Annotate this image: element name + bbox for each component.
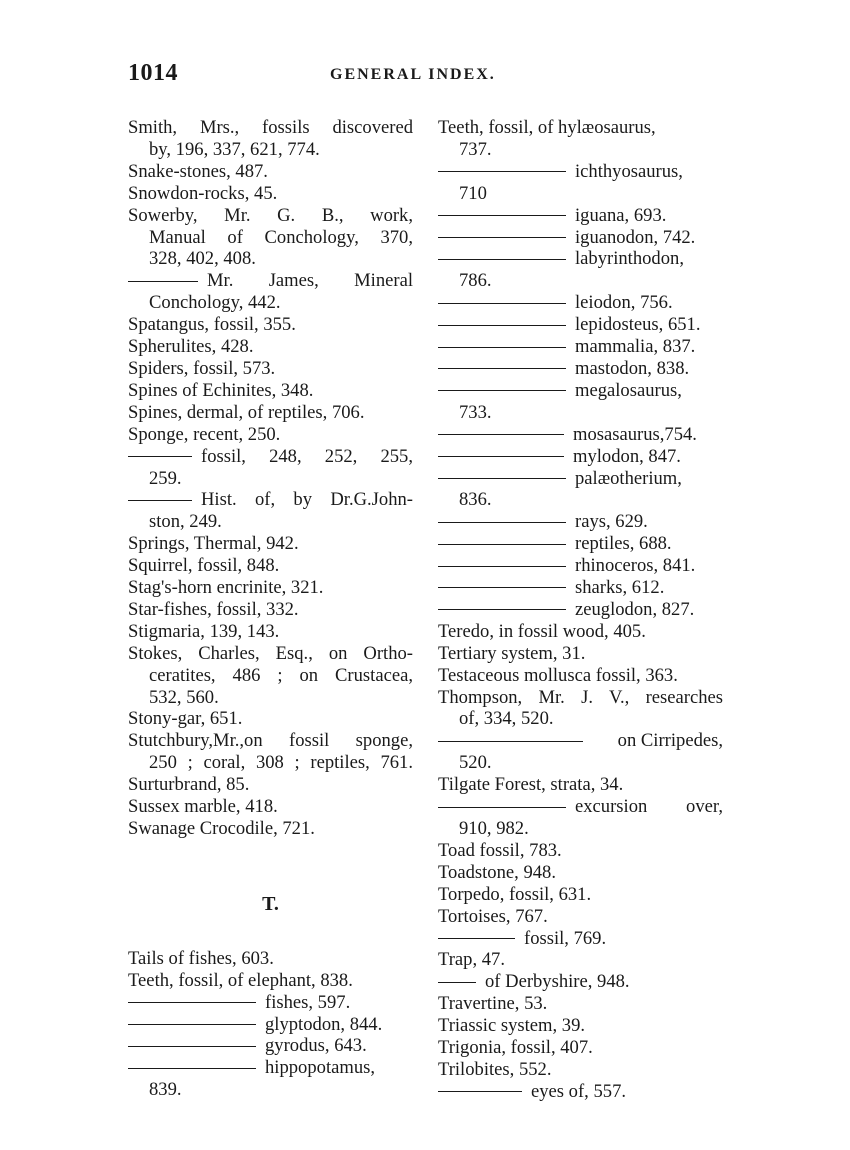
index-entry: Testaceous mollusca fossil, 363. xyxy=(438,664,678,686)
ditto-rule xyxy=(438,566,566,567)
ditto-rule xyxy=(438,347,566,348)
ditto-rule xyxy=(438,456,564,457)
index-entry-continuation: 733. xyxy=(459,401,492,423)
ditto-rule xyxy=(438,609,566,610)
index-entry: Toad fossil, 783. xyxy=(438,839,562,861)
index-subentry xyxy=(438,205,723,227)
subentry-text: gyrodus, 643. xyxy=(265,1035,367,1057)
index-subentry xyxy=(438,599,723,621)
index-entry: Sponge, recent, 250. xyxy=(128,423,281,445)
index-subentry xyxy=(438,161,723,183)
ditto-rule xyxy=(438,1091,522,1092)
index-entry: Torpedo, fossil, 631. xyxy=(438,883,592,905)
index-entry-continuation: 710 xyxy=(459,182,487,204)
index-entry: Stigmaria, 139, 143. xyxy=(128,620,280,642)
ditto-rule xyxy=(438,325,566,326)
index-entry-continuation: 520. xyxy=(459,752,492,774)
index-entry: Spines, dermal, of reptiles, 706. xyxy=(128,401,365,423)
index-entry-continuation: 836. xyxy=(459,489,492,511)
subentry-text: mammalia, 837. xyxy=(575,336,696,358)
subentry-text: mastodon, 838. xyxy=(575,357,690,379)
index-entry: Spiders, fossil, 573. xyxy=(128,357,276,379)
index-entry: Sowerby, Mr. G. B., work, xyxy=(128,204,413,226)
ditto-rule xyxy=(128,1068,256,1069)
index-entry-continuation: 737. xyxy=(459,138,492,160)
index-subentry xyxy=(438,336,723,358)
subentry-text: iguanodon, 742. xyxy=(575,226,696,248)
subentry-text: rays, 629. xyxy=(575,511,648,533)
ditto-rule xyxy=(438,587,566,588)
index-entry: Teeth, fossil, of hylæosaurus, xyxy=(438,117,656,138)
index-entry: Surturbrand, 85. xyxy=(128,774,250,796)
index-entry: Star-fishes, fossil, 332. xyxy=(128,598,299,620)
index-subentry xyxy=(128,1057,413,1079)
ditto-rule xyxy=(438,171,566,172)
index-entry-continuation: 250 ; coral, 308 ; reptiles, 761. xyxy=(149,752,413,774)
index-subentry xyxy=(438,468,723,490)
index-entry: Stony-gar, 651. xyxy=(128,708,243,730)
ditto-rule xyxy=(128,1024,256,1025)
index-entry: Stag's-horn encrinite, 321. xyxy=(128,577,324,599)
index-entry: Spatangus, fossil, 355. xyxy=(128,314,296,336)
subentry-text: hippopotamus, xyxy=(265,1057,376,1079)
index-entry-continuation: 259. xyxy=(149,467,182,489)
index-entry: Tails of fishes, 603. xyxy=(128,947,274,969)
subentry-text: fossil, 248, 252, 255, xyxy=(201,445,413,467)
index-entry: Trigonia, fossil, 407. xyxy=(438,1037,593,1059)
subentry-text: sharks, 612. xyxy=(575,577,665,599)
subentry-text: mosasaurus,754. xyxy=(573,423,697,445)
subentry-text: rhinoceros, 841. xyxy=(575,555,696,577)
ditto-rule xyxy=(438,938,515,939)
index-entry-continuation: ceratites, 486 ; on Crustacea, xyxy=(149,664,413,686)
index-column-left xyxy=(128,117,413,1101)
index-entry: Thompson, Mr. J. V., researches xyxy=(438,686,723,708)
index-entry-continuation: 786. xyxy=(459,270,492,292)
index-entry: Tertiary system, 31. xyxy=(438,642,586,664)
section-heading: T. xyxy=(262,892,279,915)
index-subentry xyxy=(438,424,723,446)
index-subentry xyxy=(438,730,723,752)
subentry-text: fossil, 769. xyxy=(524,927,607,949)
index-entry: Trap, 47. xyxy=(438,949,505,971)
subentry-text: eyes of, 557. xyxy=(531,1080,627,1102)
ditto-rule xyxy=(438,303,566,304)
subentry-text: leiodon, 756. xyxy=(575,292,673,314)
index-entry: Squirrel, fossil, 848. xyxy=(128,555,280,577)
running-head: GENERAL INDEX. xyxy=(330,66,496,83)
ditto-rule xyxy=(128,1046,256,1047)
index-entry-continuation: 532, 560. xyxy=(149,686,219,708)
ditto-rule xyxy=(128,456,192,457)
subentry-text: megalosaurus, xyxy=(575,379,682,401)
ditto-rule xyxy=(438,522,566,523)
index-entry-continuation: 328, 402, 408. xyxy=(149,248,256,270)
index-entry-continuation: ston, 249. xyxy=(149,511,222,533)
index-subentry xyxy=(128,446,413,468)
index-subentry xyxy=(438,796,723,818)
index-entry: Stutchbury,Mr.,on fossil sponge, xyxy=(128,730,413,752)
index-entry: Teredo, in fossil wood, 405. xyxy=(438,620,646,642)
index-column-right xyxy=(438,117,723,1103)
subentry-text: palæotherium, xyxy=(575,467,682,489)
index-entry-continuation: of, 334, 520. xyxy=(459,708,554,730)
index-subentry xyxy=(438,292,723,314)
ditto-rule xyxy=(438,237,566,238)
index-entry: Triassic system, 39. xyxy=(438,1015,586,1037)
subentry-text: mylodon, 847. xyxy=(573,445,681,467)
subentry-text: reptiles, 688. xyxy=(575,533,672,555)
index-subentry xyxy=(438,555,723,577)
subentry-text: lepidosteus, 651. xyxy=(575,314,701,336)
index-entry: Travertine, 53. xyxy=(438,993,548,1015)
ditto-rule xyxy=(438,478,566,479)
page-number: 1014 xyxy=(128,60,178,86)
ditto-rule xyxy=(128,500,192,501)
ditto-rule xyxy=(438,215,566,216)
index-subentry xyxy=(438,928,723,950)
ditto-rule xyxy=(438,807,566,808)
subentry-text: fishes, 597. xyxy=(265,991,351,1013)
index-subentry xyxy=(438,314,723,336)
index-subentry xyxy=(128,992,413,1014)
subentry-text: on Cirripedes, xyxy=(617,730,723,752)
subentry-text: ichthyosaurus, xyxy=(575,160,683,182)
subentry-text: excursion over, xyxy=(575,796,723,818)
ditto-rule xyxy=(438,741,583,742)
index-subentry xyxy=(438,446,723,468)
index-subentry xyxy=(438,577,723,599)
index-entry-continuation: 839. xyxy=(149,1079,182,1101)
ditto-rule xyxy=(128,281,198,282)
index-entry: Springs, Thermal, 942. xyxy=(128,533,299,555)
subentry-text: labyrinthodon, xyxy=(575,248,684,270)
subentry-text: Mr. James, Mineral xyxy=(207,270,413,292)
ditto-rule xyxy=(438,259,566,260)
index-entry: Spherulites, 428. xyxy=(128,336,254,358)
ditto-rule xyxy=(438,544,566,545)
index-subentry xyxy=(128,1014,413,1036)
index-subentry xyxy=(438,380,723,402)
index-subentry xyxy=(128,1035,413,1057)
index-subentry xyxy=(438,533,723,555)
index-entry-continuation: Conchology, 442. xyxy=(149,292,281,314)
ditto-rule xyxy=(438,982,476,983)
index-entry: Smith, Mrs., fossils discovered xyxy=(128,117,413,138)
index-entry-continuation: by, 196, 337, 621, 774. xyxy=(149,138,320,160)
ditto-rule xyxy=(438,368,566,369)
index-entry: Tortoises, 767. xyxy=(438,905,548,927)
subentry-text: iguana, 693. xyxy=(575,204,667,226)
index-subentry xyxy=(438,358,723,380)
subentry-text: of Derbyshire, 948. xyxy=(485,971,630,993)
ditto-rule xyxy=(128,1002,256,1003)
index-subentry xyxy=(128,270,413,292)
index-subentry xyxy=(438,248,723,270)
index-entry: Sussex marble, 418. xyxy=(128,796,278,818)
index-subentry xyxy=(438,971,723,993)
index-entry: Teeth, fossil, of elephant, 838. xyxy=(128,969,353,991)
index-entry: Spines of Echinites, 348. xyxy=(128,379,314,401)
index-entry: Snake-stones, 487. xyxy=(128,160,268,182)
index-subentry xyxy=(128,489,413,511)
subentry-text: Hist. of, by Dr.G.John- xyxy=(201,489,413,511)
subentry-text: zeuglodon, 827. xyxy=(575,598,695,620)
index-subentry xyxy=(438,1081,723,1103)
index-entry: Toadstone, 948. xyxy=(438,861,556,883)
index-entry: Tilgate Forest, strata, 34. xyxy=(438,774,624,796)
index-entry: Snowdon-rocks, 45. xyxy=(128,182,278,204)
index-subentry xyxy=(438,227,723,249)
index-entry-continuation: 910, 982. xyxy=(459,818,529,839)
index-entry: Trilobites, 552. xyxy=(438,1058,552,1080)
index-entry-continuation: Manual of Conchology, 370, xyxy=(149,226,413,248)
ditto-rule xyxy=(438,390,566,391)
ditto-rule xyxy=(438,434,564,435)
index-subentry xyxy=(438,511,723,533)
index-entry: Swanage Crocodile, 721. xyxy=(128,818,315,839)
index-entry: Stokes, Charles, Esq., on Ortho- xyxy=(128,642,413,664)
subentry-text: glyptodon, 844. xyxy=(265,1013,383,1035)
